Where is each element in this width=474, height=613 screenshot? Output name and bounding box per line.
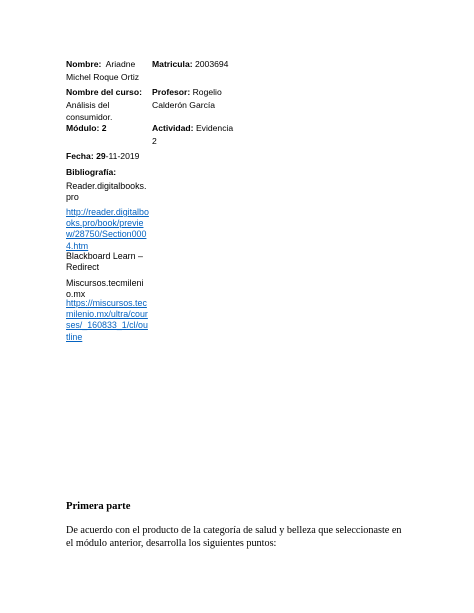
bib-link-reader[interactable]: http://reader.digitalbooks.pro/book/preview/28750/Section0004.htm <box>66 207 149 251</box>
profesor-value: Rogelio Calderón García <box>152 87 222 110</box>
bibliografia-heading <box>66 166 142 179</box>
fecha-day: 29 <box>96 151 106 161</box>
fecha-label: Fecha: <box>66 151 94 161</box>
bibliografia-label: Bibliografía: <box>66 167 117 177</box>
curso-label: Nombre del curso: <box>66 87 142 97</box>
bib-link-miscursos[interactable]: https://miscursos.tecmilenio.mx/ultra/courses/_160833_1/cl/outline <box>66 298 148 342</box>
matricula-label: Matricula: <box>152 59 193 69</box>
matricula-value: 2003694 <box>194 59 229 69</box>
section-heading: Primera parte <box>66 501 131 512</box>
actividad-value: Evidencia 2 <box>152 123 234 146</box>
nombre-field <box>66 58 142 83</box>
matricula-field <box>152 58 238 71</box>
actividad-field <box>152 122 238 147</box>
modulo-field <box>66 122 142 135</box>
fecha-rest: -11-2019 <box>105 151 140 161</box>
profesor-field <box>152 86 238 111</box>
bib-entry-reader: Reader.digitalbooks.pro <box>66 181 147 203</box>
bib-entry-blackboard: Blackboard Learn – Redirect <box>66 251 143 273</box>
nombre-label: Nombre: <box>66 59 102 69</box>
fecha-field <box>66 150 186 163</box>
curso-value: Análisis del consumidor. <box>66 99 113 123</box>
nombre-value: Ariadne Michel Roque Ortiz <box>66 59 140 82</box>
profesor-label: Profesor: <box>152 87 191 97</box>
modulo-label: Módulo: 2 <box>66 123 107 133</box>
instructions-paragraph: De acuerdo con el producto de la categoría de salud y belleza que seleccionaste en el módulo anterior, desarrolla los siguientes puntos: <box>66 525 402 550</box>
bib-entry-miscursos: Miscursos.tecmilenio.mx <box>66 278 144 300</box>
curso-field <box>66 86 142 124</box>
actividad-label: Actividad: <box>152 123 194 133</box>
